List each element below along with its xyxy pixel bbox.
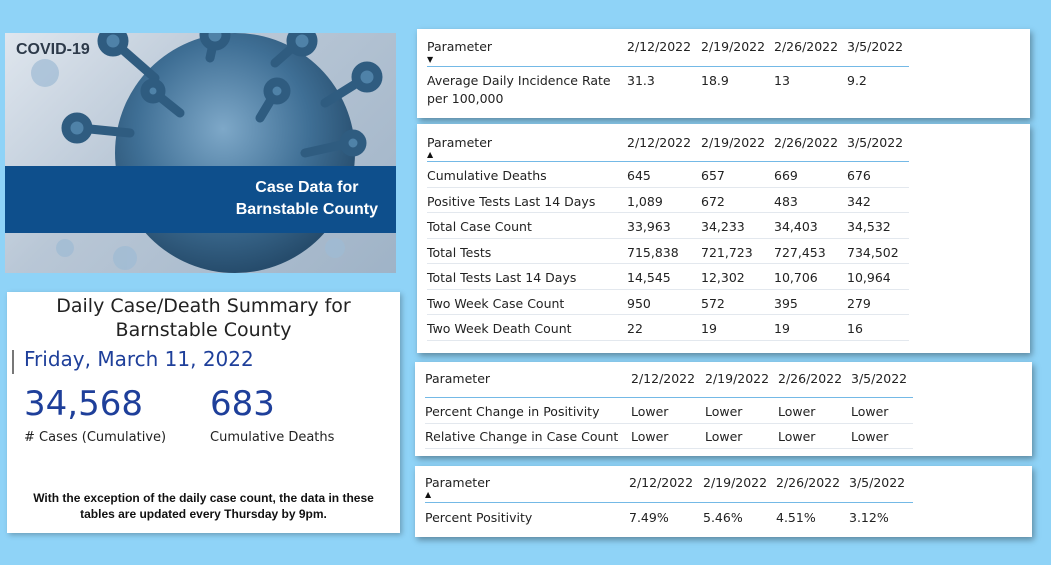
virus-illustration [5,33,396,273]
cell-value: 33,963 [627,219,671,234]
col-header-date[interactable]: 3/5/2022 [847,135,904,150]
cell-value: Lower [778,429,816,444]
cell-value: 572 [701,296,725,311]
hero-title [236,177,378,221]
sort-desc-icon[interactable]: ▼ [427,55,434,64]
cell-value: 721,723 [701,245,753,260]
row-label: Two Week Case Count [427,296,565,311]
cell-value: 19 [774,321,790,336]
cell-value: 14,545 [627,270,671,285]
cell-value: 10,964 [847,270,891,285]
cases-label: # Cases (Cumulative) [24,430,167,445]
counts-table [417,124,1030,353]
cell-value: 483 [774,194,798,209]
cell-value: 18.9 [701,73,729,88]
col-header-parameter[interactable]: Parameter [427,135,493,150]
row-label: Cumulative Deaths [427,168,547,183]
change-table [415,362,1032,456]
cell-value: 12,302 [701,270,745,285]
cell-value: 10,706 [774,270,818,285]
cell-value: 4.51% [776,510,816,525]
cell-value: Lower [705,429,743,444]
row-divider [427,263,909,264]
cell-value: Lower [851,404,889,419]
cell-value: 672 [701,194,725,209]
row-label: Percent Change in Positivity [425,404,600,419]
col-header-date[interactable]: 2/26/2022 [776,475,841,490]
update-note-line1: With the exception of the daily case count, the data in these [33,491,374,505]
cell-value: Lower [705,404,743,419]
col-header-parameter[interactable]: Parameter [425,371,491,386]
cell-value: 395 [774,296,798,311]
col-header-date[interactable]: 2/19/2022 [701,135,766,150]
row-divider [425,448,913,449]
header-divider [425,502,913,503]
summary-title-line1: Daily Case/Death Summary for [56,295,351,317]
header-divider [427,161,909,162]
col-header-date[interactable]: 3/5/2022 [849,475,906,490]
sort-asc-icon[interactable]: ▲ [427,150,434,159]
col-header-date[interactable]: 2/19/2022 [703,475,768,490]
incidence-table [417,29,1030,118]
header-divider [425,397,913,398]
hero-image [5,33,396,273]
header-divider [427,66,909,67]
cell-value: 31.3 [627,73,655,88]
cell-value: 734,502 [847,245,899,260]
deaths-label: Cumulative Deaths [210,430,335,445]
cell-value: 645 [627,168,651,183]
cell-value: Lower [631,429,669,444]
summary-title-line2: Barnstable County [115,319,292,341]
col-header-date[interactable]: 2/26/2022 [778,371,843,386]
cell-value: 676 [847,168,871,183]
summary-date: Friday, March 11, 2022 [24,347,254,371]
cell-value: 342 [847,194,871,209]
cell-value: 279 [847,296,871,311]
col-header-date[interactable]: 2/12/2022 [631,371,696,386]
cell-value: 3.12% [849,510,889,525]
cell-value: 1,089 [627,194,663,209]
update-note [7,490,400,522]
hero-title-line1: Case Data for [255,179,359,196]
row-label: Total Tests Last 14 Days [427,270,577,285]
summary-title [7,294,400,342]
cell-value: 34,233 [701,219,745,234]
row-label: Two Week Death Count [427,321,572,336]
cell-value: 9.2 [847,73,867,88]
row-label: Relative Change in Case Count [425,429,619,444]
cell-value: 950 [627,296,651,311]
col-header-date[interactable]: 3/5/2022 [851,371,908,386]
row-label: Positive Tests Last 14 Days [427,194,596,209]
row-divider [427,187,909,188]
cell-value: 34,532 [847,219,891,234]
row-divider [427,340,909,341]
row-label: Total Tests [427,245,492,260]
cell-value: Lower [631,404,669,419]
cell-value: 34,403 [774,219,818,234]
cell-value: 16 [847,321,863,336]
cell-value: 13 [774,73,790,88]
cell-value: 669 [774,168,798,183]
positivity-table [415,466,1032,537]
cell-value: 22 [627,321,643,336]
cell-value: 715,838 [627,245,679,260]
row-divider [427,289,909,290]
cell-value: 19 [701,321,717,336]
cell-value: 7.49% [629,510,669,525]
col-header-parameter[interactable]: Parameter [425,475,491,490]
col-header-date[interactable]: 2/19/2022 [701,39,766,54]
row-label: Percent Positivity [425,510,533,525]
hero-title-line2: Barnstable County [235,201,378,218]
cases-value: 34,568 [24,384,143,424]
col-header-date[interactable]: 2/12/2022 [627,39,692,54]
cell-value: 727,453 [774,245,826,260]
col-header-date[interactable]: 2/12/2022 [629,475,694,490]
row-label: Total Case Count [427,219,532,234]
cell-value: 657 [701,168,725,183]
row-divider [427,314,909,315]
row-divider [425,423,913,424]
col-header-date[interactable]: 2/26/2022 [774,39,839,54]
col-header-date[interactable]: 2/12/2022 [627,135,692,150]
deaths-value: 683 [210,384,275,424]
cell-value: Lower [778,404,816,419]
daily-summary-card [7,292,400,533]
row-label-line2: per 100,000 [427,91,504,106]
row-label: Average Daily Incidence Rate [427,73,611,88]
row-divider [427,238,909,239]
col-header-date[interactable]: 2/26/2022 [774,135,839,150]
col-header-parameter[interactable]: Parameter [427,39,493,54]
cell-value: Lower [851,429,889,444]
sort-asc-icon[interactable]: ▲ [425,490,432,499]
row-divider [427,212,909,213]
update-note-line2: tables are updated every Thursday by 9pm. [80,507,327,521]
hero-tag: COVID-19 [16,41,90,58]
col-header-date[interactable]: 2/19/2022 [705,371,770,386]
date-accent-bar [12,350,14,374]
col-header-date[interactable]: 3/5/2022 [847,39,904,54]
cell-value: 5.46% [703,510,743,525]
